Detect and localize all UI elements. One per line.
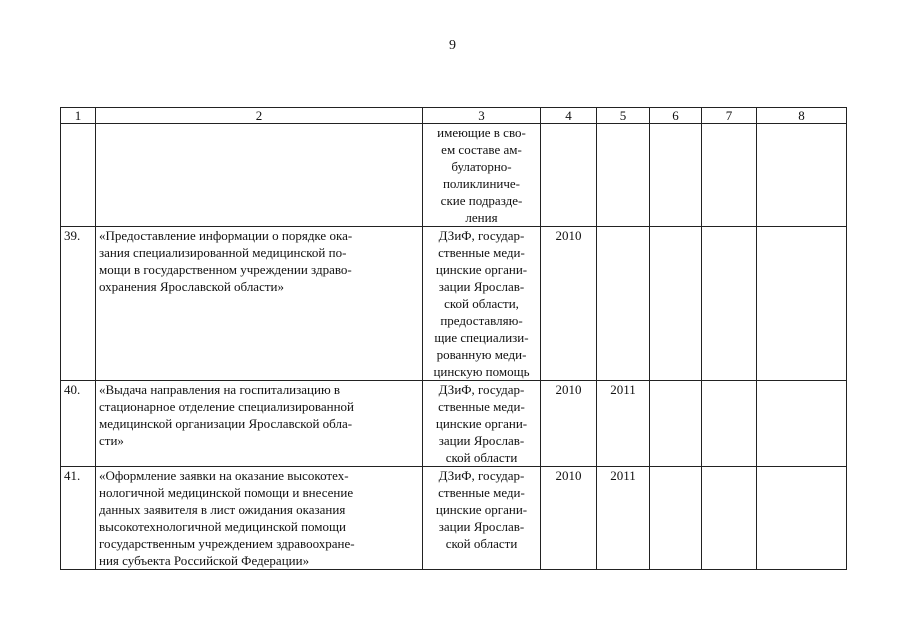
col7-cell [702, 124, 757, 227]
year-start-cell: 2010 [541, 227, 597, 381]
executor-cell: ДЗиФ, государ- ственные меди- цинские органи- зации Ярослав- ской области [423, 467, 541, 570]
column-header: 8 [757, 108, 847, 124]
service-name: «Оформление заявки на оказание высокотех- нологичной медицинской помощи и внесение данных заявителя в лист ожидания оказания высокотехнологичной медицинской помощи государственным учреждением здравоохране- ния субъекта Российской Федерации» [96, 467, 423, 570]
year-start-cell: 2010 [541, 381, 597, 467]
col7-cell [702, 467, 757, 570]
column-header: 7 [702, 108, 757, 124]
service-name: «Предоставление информации о порядке ока- зания специализированной медицинской по- мощи в государственном учреждении здраво- охранения Ярославской области» [96, 227, 423, 381]
year-end-cell [597, 124, 650, 227]
year-end-cell: 2011 [597, 381, 650, 467]
table-row [61, 381, 847, 467]
table-header-row [61, 108, 847, 124]
table-row [61, 124, 847, 227]
col8-cell [757, 467, 847, 570]
col8-cell [757, 124, 847, 227]
column-header: 6 [650, 108, 702, 124]
row-number: 40. [61, 381, 96, 467]
column-header: 2 [96, 108, 423, 124]
row-number: 39. [61, 227, 96, 381]
col6-cell [650, 381, 702, 467]
service-name: «Выдача направления на госпитализацию в стационарное отделение специализированной медицинской организации Ярославской обла- сти» [96, 381, 423, 467]
executor-cell: ДЗиФ, государ- ственные меди- цинские органи- зации Ярослав- ской области, предоставляю- щие специализи- рованную меди- цинскую помощь [423, 227, 541, 381]
column-header: 4 [541, 108, 597, 124]
year-start-cell [541, 124, 597, 227]
col6-cell [650, 467, 702, 570]
col8-cell [757, 381, 847, 467]
column-header: 3 [423, 108, 541, 124]
column-header: 1 [61, 108, 96, 124]
column-header: 5 [597, 108, 650, 124]
year-end-cell: 2011 [597, 467, 650, 570]
row-number [61, 124, 96, 227]
col7-cell [702, 381, 757, 467]
col7-cell [702, 227, 757, 381]
year-start-cell: 2010 [541, 467, 597, 570]
table-row [61, 467, 847, 570]
year-end-cell [597, 227, 650, 381]
col6-cell [650, 124, 702, 227]
col8-cell [757, 227, 847, 381]
page-number: 9 [449, 38, 456, 53]
executor-cell: имеющие в сво- ем составе ам- булаторно- поликлиниче- ские подразде- ления [423, 124, 541, 227]
service-name [96, 124, 423, 227]
row-number: 41. [61, 467, 96, 570]
executor-cell: ДЗиФ, государ- ственные меди- цинские органи- зации Ярослав- ской области [423, 381, 541, 467]
services-table [60, 107, 847, 570]
col6-cell [650, 227, 702, 381]
table-row [61, 227, 847, 381]
